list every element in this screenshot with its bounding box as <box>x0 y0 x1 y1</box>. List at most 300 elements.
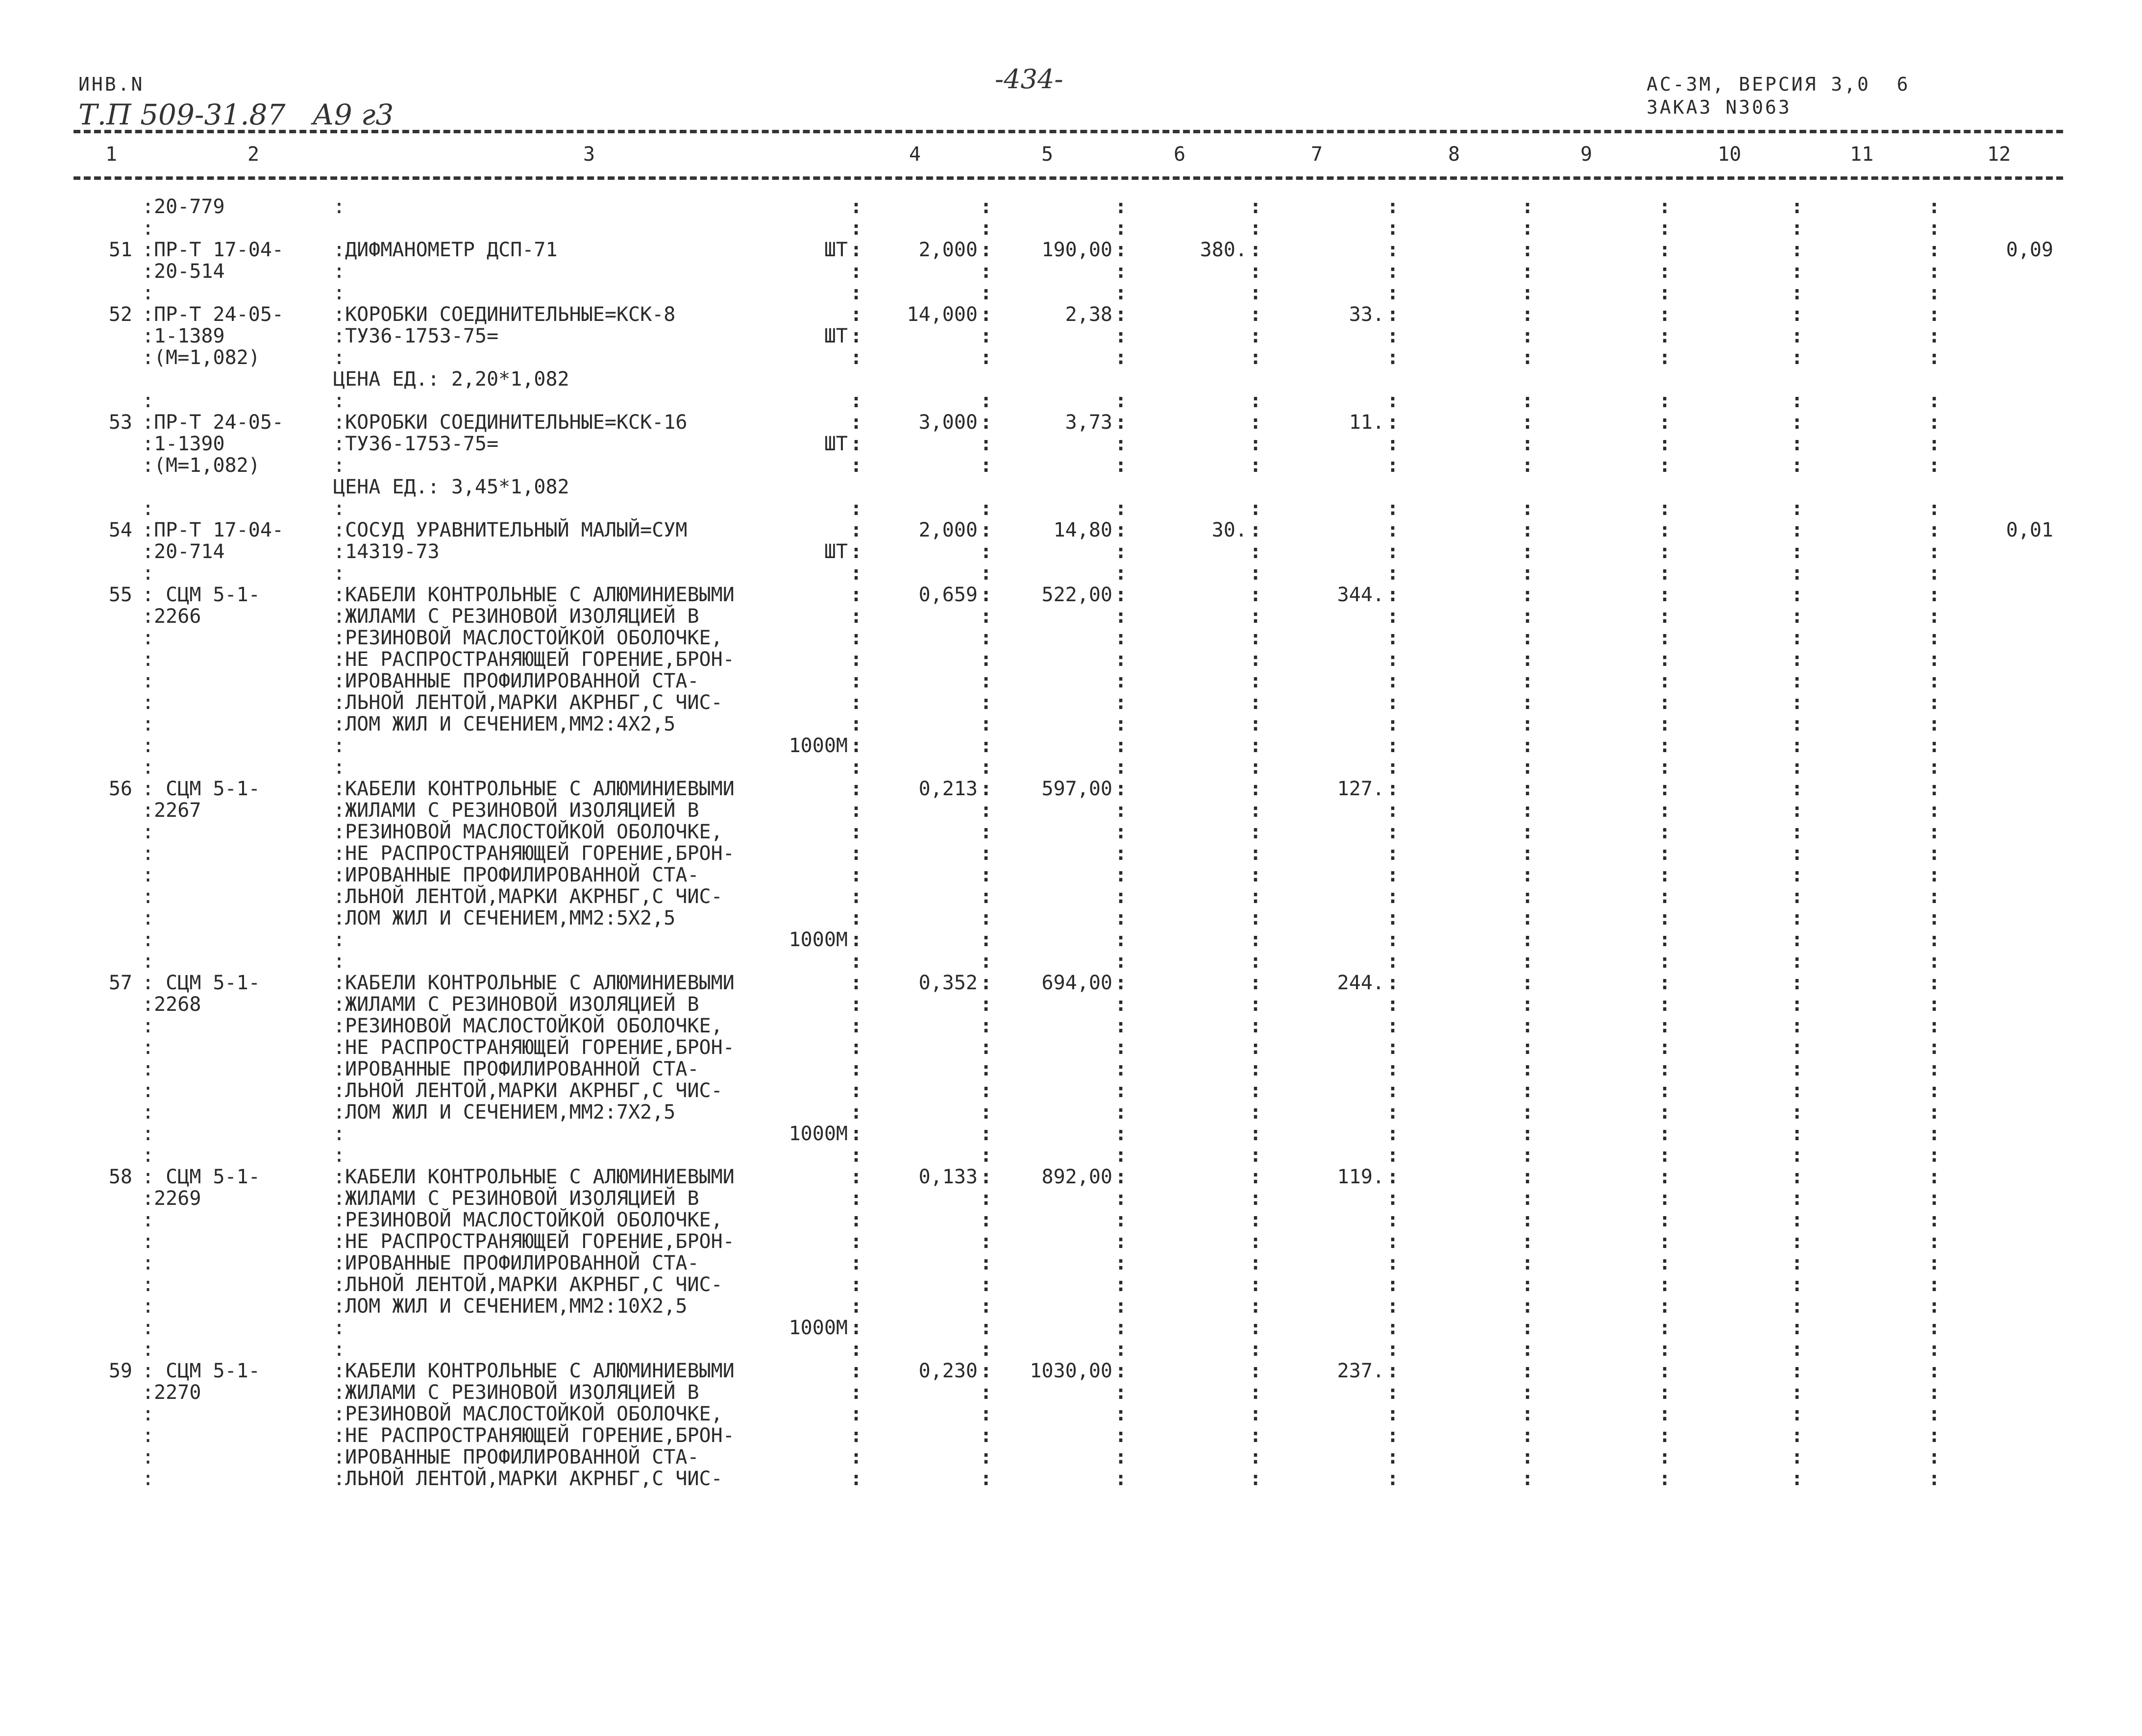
code-cell: : <box>142 1144 154 1167</box>
column-separator: : <box>1387 1338 1399 1361</box>
table-row <box>0 778 2142 800</box>
column-separator: : <box>1387 993 1399 1016</box>
table-row <box>0 476 2142 498</box>
column-separator: : <box>1250 691 1262 714</box>
col12-cell: 0,09 <box>2006 239 2053 261</box>
column-separator: : <box>1659 282 1671 304</box>
column-separator: : <box>1791 972 1803 994</box>
column-separator: : <box>980 1424 992 1447</box>
description-cell: :ЛОМ ЖИЛ И СЕЧЕНИЕМ,ММ2:10Х2,5 <box>333 1295 688 1318</box>
column-separator: : <box>980 1144 992 1167</box>
description-cell: :КОРОБКИ СОЕДИНИТЕЛЬНЫЕ=КСК-8 <box>333 303 676 326</box>
column-separator: : <box>1115 842 1127 865</box>
table-row <box>0 282 2142 304</box>
description-cell: : <box>333 1144 345 1167</box>
column-separator: : <box>1659 670 1671 692</box>
column-separator: : <box>1387 1360 1399 1382</box>
column-number: 7 <box>1311 143 1323 166</box>
table-row <box>0 821 2142 843</box>
column-separator: : <box>1522 1252 1534 1274</box>
code-cell: : <box>142 648 154 671</box>
column-separator: : <box>1928 217 1941 240</box>
column-separator: : <box>850 1230 862 1253</box>
column-separator: : <box>1115 1015 1127 1037</box>
column-separator: : <box>1659 864 1671 886</box>
column-separator: : <box>1115 454 1127 477</box>
column-separator: : <box>980 734 992 757</box>
column-separator: : <box>980 1079 992 1102</box>
column-separator: : <box>1115 1295 1127 1318</box>
column-separator: : <box>850 1295 862 1318</box>
column-separator: : <box>1522 1360 1534 1382</box>
column-separator: : <box>1791 411 1803 434</box>
code-cell: : <box>142 929 154 951</box>
column-separator: : <box>1659 1295 1671 1318</box>
column-separator: : <box>1115 497 1127 520</box>
description-cell: :РЕЗИНОВОЙ МАСЛОСТОЙКОЙ ОБОЛОЧКЕ, <box>333 1015 723 1037</box>
column-separator: : <box>1115 282 1127 304</box>
table-row <box>0 239 2142 261</box>
column-separator: : <box>850 1360 862 1382</box>
column-separator: : <box>1659 1209 1671 1231</box>
table-row <box>0 1058 2142 1080</box>
column-separator: : <box>1250 519 1262 541</box>
column-separator: : <box>1928 648 1941 671</box>
column-separator: : <box>1791 325 1803 347</box>
column-separator: : <box>1522 1036 1534 1059</box>
column-separator: : <box>1387 1166 1399 1188</box>
column-separator: : <box>1387 217 1399 240</box>
column-separator: : <box>850 778 862 800</box>
column-separator: : <box>850 1166 862 1188</box>
column-separator: : <box>1115 627 1127 649</box>
column-separator: : <box>850 217 862 240</box>
column-separator: : <box>1387 691 1399 714</box>
column-separator: : <box>980 346 992 369</box>
column-separator: : <box>1659 454 1671 477</box>
column-separator: : <box>850 1187 862 1210</box>
description-cell: :РЕЗИНОВОЙ МАСЛОСТОЙКОЙ ОБОЛОЧКЕ, <box>333 627 723 649</box>
column-separator: : <box>1928 1338 1941 1361</box>
column-separator: : <box>1522 1273 1534 1296</box>
column-separator: : <box>1791 713 1803 735</box>
column-separator: : <box>1387 799 1399 822</box>
code-cell: : СЦМ 5-1- <box>142 972 260 994</box>
column-separator: : <box>1659 885 1671 908</box>
description-cell: :ИРОВАННЫЕ ПРОФИЛИРОВАННОЙ СТА- <box>333 864 699 886</box>
column-separator: : <box>1522 885 1534 908</box>
column-separator: : <box>1928 1230 1941 1253</box>
table-row <box>0 800 2142 821</box>
code-cell: : <box>142 217 154 240</box>
column-separator: : <box>850 713 862 735</box>
column-separator: : <box>1387 1079 1399 1102</box>
column-separator: : <box>1791 497 1803 520</box>
column-separator: : <box>1387 627 1399 649</box>
item-number: 58 <box>108 1166 132 1188</box>
column-separator: : <box>1928 821 1941 843</box>
column-separator: : <box>1250 605 1262 628</box>
column-separator: : <box>980 303 992 326</box>
column-number: 11 <box>1850 143 1874 166</box>
column-separator: : <box>980 713 992 735</box>
table-row <box>0 304 2142 325</box>
column-separator: : <box>1387 1230 1399 1253</box>
column-separator: : <box>1522 691 1534 714</box>
column-separator: : <box>1928 433 1941 455</box>
price-cell: 14,80 <box>1053 519 1112 541</box>
column-separator: : <box>1387 282 1399 304</box>
column-separator: : <box>1791 1166 1803 1188</box>
column-separator: : <box>980 1467 992 1490</box>
column-separator: : <box>1387 1187 1399 1210</box>
description-cell: : <box>333 260 345 283</box>
price-cell: 892,00 <box>1041 1166 1112 1188</box>
code-cell: :2268 <box>142 993 201 1016</box>
column-separator: : <box>980 584 992 606</box>
column-separator: : <box>980 1338 992 1361</box>
table-row <box>0 584 2142 606</box>
column-separator: : <box>1115 411 1127 434</box>
column-separator: : <box>1115 1338 1127 1361</box>
code-cell: :2270 <box>142 1381 201 1404</box>
column-separator: : <box>1791 821 1803 843</box>
column-separator: : <box>1115 1446 1127 1468</box>
column-separator: : <box>1928 864 1941 886</box>
unit-cell: ШТ <box>824 239 848 261</box>
column-separator: : <box>850 1079 862 1102</box>
code-cell: : <box>142 1467 154 1490</box>
description-cell: :НЕ РАСПРОСТРАНЯЮЩЕЙ ГОРЕНИЕ,БРОН- <box>333 1230 735 1253</box>
column-separator: : <box>1928 691 1941 714</box>
column-separator: : <box>1659 1101 1671 1124</box>
column-separator: : <box>1522 260 1534 283</box>
column-separator: : <box>1791 1015 1803 1037</box>
column-separator: : <box>980 196 992 218</box>
column-separator: : <box>1522 1295 1534 1318</box>
column-separator: : <box>1250 562 1262 585</box>
col7-cell: 119. <box>1337 1166 1384 1188</box>
column-separator: : <box>1659 1424 1671 1447</box>
column-separator: : <box>850 605 862 628</box>
column-separator: : <box>1928 950 1941 973</box>
code-cell: : <box>142 1424 154 1447</box>
code-cell: : <box>142 1317 154 1339</box>
table-row <box>0 1339 2142 1360</box>
table-row <box>0 1468 2142 1490</box>
column-separator: : <box>1791 1101 1803 1124</box>
description-cell: :ЛЬНОЙ ЛЕНТОЙ,МАРКИ АКРНБГ,С ЧИС- <box>333 1273 723 1296</box>
description-cell: :НЕ РАСПРОСТРАНЯЮЩЕЙ ГОРЕНИЕ,БРОН- <box>333 842 735 865</box>
column-separator: : <box>850 1317 862 1339</box>
column-separator: : <box>1115 1467 1127 1490</box>
column-separator: : <box>850 282 862 304</box>
code-cell: :20-514 <box>142 260 225 283</box>
column-separator: : <box>1791 1144 1803 1167</box>
column-separator: : <box>1250 907 1262 929</box>
column-separator: : <box>1250 864 1262 886</box>
column-separator: : <box>1250 1317 1262 1339</box>
column-separator: : <box>1522 1467 1534 1490</box>
table-row <box>0 325 2142 347</box>
column-separator: : <box>1791 1273 1803 1296</box>
column-separator: : <box>1928 1144 1941 1167</box>
column-separator: : <box>1250 670 1262 692</box>
description-cell: :ЖИЛАМИ С РЕЗИНОВОЙ ИЗОЛЯЦИЕЙ В <box>333 1187 699 1210</box>
column-separator: : <box>1928 885 1941 908</box>
column-separator: : <box>1791 217 1803 240</box>
column-separator: : <box>980 950 992 973</box>
column-separator: : <box>1659 907 1671 929</box>
column-separator: : <box>1115 907 1127 929</box>
code-cell: : <box>142 734 154 757</box>
item-number: 51 <box>108 239 132 261</box>
column-separator: : <box>1250 799 1262 822</box>
column-separator: : <box>1250 540 1262 563</box>
column-separator: : <box>1928 713 1941 735</box>
column-separator: : <box>1387 584 1399 606</box>
column-separator: : <box>850 929 862 951</box>
column-separator: : <box>1115 1252 1127 1274</box>
column-separator: : <box>1928 1187 1941 1210</box>
inventory-label: ИНВ.N <box>78 73 145 95</box>
column-separator: : <box>1791 1209 1803 1231</box>
column-separator: : <box>1250 842 1262 865</box>
description-cell: :НЕ РАСПРОСТРАНЯЮЩЕЙ ГОРЕНИЕ,БРОН- <box>333 648 735 671</box>
code-cell: : <box>142 1079 154 1102</box>
column-separator: : <box>1250 282 1262 304</box>
table-row <box>0 972 2142 994</box>
column-separator: : <box>1522 864 1534 886</box>
code-cell: : СЦМ 5-1- <box>142 1166 260 1188</box>
column-separator: : <box>1791 433 1803 455</box>
column-separator: : <box>1250 821 1262 843</box>
column-separator: : <box>1250 1403 1262 1425</box>
unit-cell: ШТ <box>824 433 848 455</box>
column-separator: : <box>1115 196 1127 218</box>
table-row <box>0 1231 2142 1252</box>
item-number: 53 <box>108 411 132 434</box>
column-separator: : <box>1928 907 1941 929</box>
column-separator: : <box>1659 1144 1671 1167</box>
column-separator: : <box>1522 454 1534 477</box>
table-row <box>0 433 2142 455</box>
table-row <box>0 562 2142 584</box>
code-cell: : <box>142 691 154 714</box>
item-number: 52 <box>108 303 132 326</box>
column-separator: : <box>980 1015 992 1037</box>
column-separator: : <box>1387 1015 1399 1037</box>
column-separator: : <box>1115 1209 1127 1231</box>
description-cell: : <box>333 390 345 412</box>
column-separator: : <box>850 1252 862 1274</box>
col7-cell: 11. <box>1349 411 1384 434</box>
column-separator: : <box>850 670 862 692</box>
table-row <box>0 735 2142 757</box>
column-separator: : <box>1659 1467 1671 1490</box>
column-separator: : <box>1928 1360 1941 1382</box>
column-separator: : <box>1659 260 1671 283</box>
column-separator: : <box>1659 217 1671 240</box>
column-separator: : <box>1522 1338 1534 1361</box>
table-row <box>0 713 2142 735</box>
column-separator: : <box>980 799 992 822</box>
table-row <box>0 864 2142 886</box>
code-cell: : <box>142 1123 154 1145</box>
column-separator: : <box>1387 1123 1399 1145</box>
column-separator: : <box>1791 1252 1803 1274</box>
table-row <box>0 1360 2142 1382</box>
price-cell: 1030,00 <box>1030 1360 1112 1382</box>
column-separator: : <box>1387 1317 1399 1339</box>
column-separator: : <box>1522 799 1534 822</box>
column-separator: : <box>1928 734 1941 757</box>
column-separator: : <box>1250 1209 1262 1231</box>
column-separator: : <box>1928 260 1941 283</box>
column-separator: : <box>1387 1252 1399 1274</box>
column-separator: : <box>980 1101 992 1124</box>
column-separator: : <box>1115 1036 1127 1059</box>
description-cell: :14319-73 <box>333 540 440 563</box>
column-separator: : <box>1791 562 1803 585</box>
column-separator: : <box>1250 1187 1262 1210</box>
column-separator: : <box>1791 1079 1803 1102</box>
column-separator: : <box>1928 303 1941 326</box>
column-separator: : <box>1115 1187 1127 1210</box>
column-separator: : <box>1522 993 1534 1016</box>
code-cell: : <box>142 562 154 585</box>
column-separator: : <box>1250 1360 1262 1382</box>
column-separator: : <box>1250 1166 1262 1188</box>
description-cell: :ЛОМ ЖИЛ И СЕЧЕНИЕМ,ММ2:4Х2,5 <box>333 713 676 735</box>
column-separator: : <box>1250 454 1262 477</box>
col7-cell: 244. <box>1337 972 1384 994</box>
column-separator: : <box>1522 605 1534 628</box>
col6-cell: 380. <box>1200 239 1247 261</box>
column-separator: : <box>1387 346 1399 369</box>
code-cell: : <box>142 713 154 735</box>
description-cell: : <box>333 497 345 520</box>
column-separator: : <box>1659 497 1671 520</box>
column-separator: : <box>1387 497 1399 520</box>
column-separator: : <box>1928 1446 1941 1468</box>
column-separator: : <box>1522 282 1534 304</box>
column-separator: : <box>1115 691 1127 714</box>
code-cell: : <box>142 1101 154 1124</box>
column-separator: : <box>850 325 862 347</box>
column-separator: : <box>850 1467 862 1490</box>
column-separator: : <box>1928 1079 1941 1102</box>
column-separator: : <box>1115 325 1127 347</box>
column-separator: : <box>1928 627 1941 649</box>
column-separator: : <box>980 260 992 283</box>
table-row <box>0 757 2142 778</box>
column-separator: : <box>1115 1101 1127 1124</box>
quantity-cell: 0,133 <box>918 1166 978 1188</box>
column-separator: : <box>1522 1209 1534 1231</box>
column-separator: : <box>980 239 992 261</box>
column-separator: : <box>1928 1317 1941 1339</box>
table-row <box>0 390 2142 412</box>
code-cell: : <box>142 282 154 304</box>
column-separator: : <box>1928 346 1941 369</box>
column-separator: : <box>1250 756 1262 779</box>
column-separator: : <box>980 217 992 240</box>
column-separator: : <box>1522 907 1534 929</box>
code-cell: :20-714 <box>142 540 225 563</box>
column-separator: : <box>850 519 862 541</box>
column-separator: : <box>1250 1273 1262 1296</box>
column-separator: : <box>1115 929 1127 951</box>
column-separator: : <box>980 1036 992 1059</box>
column-separator: : <box>1791 1467 1803 1490</box>
column-separator: : <box>1928 519 1941 541</box>
column-separator: : <box>980 1252 992 1274</box>
column-separator: : <box>1928 1273 1941 1296</box>
column-separator: : <box>1387 713 1399 735</box>
column-separator: : <box>1522 821 1534 843</box>
column-separator: : <box>850 540 862 563</box>
code-cell: :2266 <box>142 605 201 628</box>
table-row <box>0 1145 2142 1166</box>
item-number: 59 <box>108 1360 132 1382</box>
column-separator: : <box>1522 842 1534 865</box>
column-separator: : <box>1250 713 1262 735</box>
column-separator: : <box>1791 346 1803 369</box>
description-cell: :ЛОМ ЖИЛ И СЕЧЕНИЕМ,ММ2:7Х2,5 <box>333 1101 676 1124</box>
description-cell: :РЕЗИНОВОЙ МАСЛОСТОЙКОЙ ОБОЛОЧКЕ, <box>333 1403 723 1425</box>
column-separator: : <box>1387 648 1399 671</box>
column-separator: : <box>850 303 862 326</box>
column-separator: : <box>1659 239 1671 261</box>
description-cell: : <box>333 756 345 779</box>
column-separator: : <box>1387 842 1399 865</box>
column-separator: : <box>1387 325 1399 347</box>
column-separator: : <box>850 1338 862 1361</box>
column-separator: : <box>980 433 992 455</box>
column-separator: : <box>1387 605 1399 628</box>
column-separator: : <box>1522 972 1534 994</box>
description-cell: : <box>333 1338 345 1361</box>
column-separator: : <box>1659 1252 1671 1274</box>
column-separator: : <box>1115 346 1127 369</box>
column-separator: : <box>1115 713 1127 735</box>
column-separator: : <box>1115 260 1127 283</box>
table-row <box>0 1425 2142 1446</box>
column-separator: : <box>1791 1230 1803 1253</box>
column-separator: : <box>1791 950 1803 973</box>
description-cell: : <box>333 562 345 585</box>
table-row <box>0 1296 2142 1317</box>
column-separator: : <box>980 972 992 994</box>
code-cell: : <box>142 1273 154 1296</box>
description-cell: :ИРОВАННЫЕ ПРОФИЛИРОВАННОЙ СТА- <box>333 1446 699 1468</box>
column-separator: : <box>1522 734 1534 757</box>
column-separator: : <box>980 411 992 434</box>
column-separator: : <box>1928 562 1941 585</box>
column-separator: : <box>1928 454 1941 477</box>
column-separator: : <box>1250 303 1262 326</box>
column-separator: : <box>980 519 992 541</box>
code-cell: : <box>142 670 154 692</box>
description-cell: : <box>333 282 345 304</box>
table-row <box>0 951 2142 972</box>
column-separator: : <box>1791 540 1803 563</box>
column-separator: : <box>980 605 992 628</box>
column-separator: : <box>1250 325 1262 347</box>
price-cell: 694,00 <box>1041 972 1112 994</box>
column-separator: : <box>1659 648 1671 671</box>
